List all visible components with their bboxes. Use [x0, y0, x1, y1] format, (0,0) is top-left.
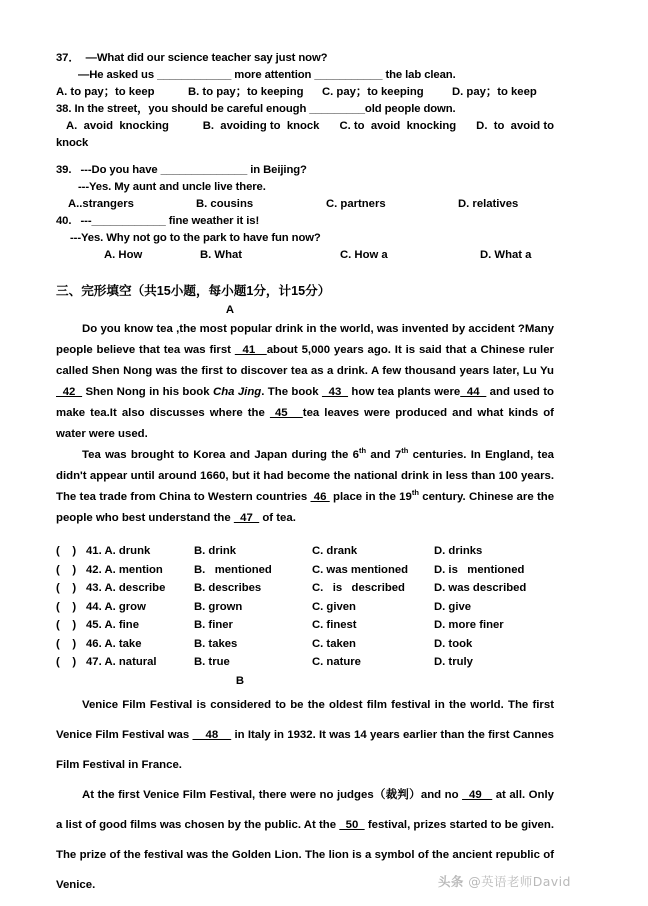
question-38-option-a[interactable]: A. avoid knocking	[66, 120, 169, 132]
cloze-blank-48[interactable]: 48	[192, 728, 232, 741]
cloze-43-option-b[interactable]: B. describes	[194, 582, 262, 594]
passage-b-p1-text1: Venice Film Festival is considered to be the oldest film festival in the world. The first Venice Film Festival was	[56, 698, 554, 741]
cloze-42-option-c[interactable]: C. was mentioned	[312, 563, 409, 576]
cloze-45-number: 45.	[86, 619, 102, 631]
passage-a-label: A	[225, 304, 235, 316]
cloze-blank-46[interactable]: 46	[310, 491, 330, 503]
question-38-options	[56, 118, 554, 135]
cloze-44-option-b[interactable]: B. grown	[194, 600, 243, 613]
cloze-43-option-c[interactable]: C. is described	[312, 582, 405, 594]
cloze-44-option-a[interactable]	[86, 598, 194, 617]
cloze-option-row-42	[56, 561, 554, 580]
passage-b-p1-text2: in Italy in 1932. It was 14 years earlier than the first Cannes Film Festival in France.	[56, 728, 554, 771]
passage-a-paragraph-1	[56, 319, 554, 445]
passage-a-p1-text4: . The book	[261, 386, 322, 398]
cloze-47-a-label: A. natural	[104, 656, 157, 668]
cloze-blank-45[interactable]: 45	[269, 407, 303, 419]
cloze-blank-42[interactable]: 42	[56, 386, 83, 398]
cloze-45-a-label: A. fine	[104, 619, 139, 631]
passage-a-p1-text1: Do you know tea ,the most popular drink in the world, was invented by accident ?Many people believe that tea was first	[56, 323, 554, 356]
cloze-44-option-c[interactable]: C. given	[312, 600, 356, 613]
cloze-44-a-label: A. grow	[104, 600, 146, 613]
passage-a-p2-text5: century. Chinese are the people who best understand the	[56, 491, 555, 524]
question-39	[56, 162, 554, 213]
question-39-option-c[interactable]: C. partners	[326, 198, 386, 210]
question-39-stem-line1: 39. ---Do you have ______________ in Beijing?	[56, 164, 307, 176]
passage-a-p2-text4: place in the 19	[329, 491, 412, 503]
passage-a-p1-text6: and used to make tea.It also discusses where the	[56, 386, 554, 419]
answer-bracket-44[interactable]: ( )	[56, 600, 77, 613]
question-37-option-b[interactable]: B. to pay；to keeping	[188, 86, 304, 98]
cloze-46-option-d[interactable]: D. took	[434, 637, 473, 650]
cloze-46-option-c[interactable]: C. taken	[312, 637, 356, 650]
question-39-stem-line2: ---Yes. My aunt and uncle live there.	[78, 181, 266, 193]
cloze-41-a-label: A. drunk	[104, 545, 151, 557]
passage-b-p2-text2: at all. Only a list of good films was chosen by the public. At the	[56, 788, 554, 831]
section-heading-cloze: 三、完形填空（共15小题，每小题1分，计15分）	[56, 284, 331, 298]
cloze-blank-41[interactable]: 41	[234, 344, 267, 356]
question-37-stem-line1: —What did our science teacher say just now?	[85, 52, 328, 64]
cloze-43-number: 43.	[86, 582, 102, 594]
cloze-41-number: 41.	[86, 545, 102, 557]
cloze-45-option-d[interactable]: D. more finer	[434, 619, 504, 631]
question-40-option-c[interactable]: C. How a	[340, 249, 388, 261]
question-40-options	[56, 247, 554, 264]
passage-b-p2-text3: festival, prizes started to be given. The prize of the festival was the Golden Lion. The lion is a symbol of the ancient republic of Venice.	[56, 818, 554, 891]
cloze-option-row-45	[56, 616, 554, 635]
passage-a-p1-text2: about 5,000 years ago. It is said that a Chinese ruler called Shen Nong was the first to discover tea as a drink. A few thousand years later, Lu Yu	[56, 344, 554, 377]
document-content	[56, 50, 554, 900]
cloze-options-list	[56, 542, 554, 672]
cloze-47-option-d[interactable]: D. truly	[434, 656, 473, 668]
ordinal-suffix-19th: th	[411, 488, 419, 498]
passage-a-p1-text3: Shen Nong in his book	[82, 386, 213, 398]
question-40-option-b[interactable]: B. What	[200, 249, 243, 261]
cloze-41-option-a[interactable]	[86, 542, 194, 561]
cloze-43-option-d[interactable]: D. was described	[434, 582, 527, 594]
question-40-option-d[interactable]: D. What a	[480, 249, 532, 261]
passage-b-p2-text1: At the first Venice Film Festival, there were no judges（裁判）and no	[82, 788, 463, 801]
cloze-47-option-a[interactable]	[86, 653, 194, 672]
passage-a-p1-text7: tea leaves were produced and what kinds of water were used.	[56, 407, 554, 440]
answer-bracket-46[interactable]: ( )	[56, 637, 77, 650]
cloze-43-a-label: A. describe	[104, 582, 166, 594]
question-37-option-c[interactable]: C. pay；to keeping	[322, 86, 424, 98]
cloze-blank-50[interactable]: 50	[339, 818, 365, 831]
answer-bracket-41[interactable]: ( )	[56, 545, 77, 557]
cloze-blank-47[interactable]: 47	[233, 512, 260, 524]
question-38-option-b[interactable]: B. avoiding to knock	[202, 120, 320, 132]
passage-a-p2-text2: and 7	[366, 449, 402, 461]
cloze-blank-44[interactable]: 44	[460, 386, 487, 398]
cloze-option-row-43	[56, 579, 554, 598]
question-37-number: 37．	[56, 52, 80, 64]
cloze-46-option-a[interactable]	[86, 635, 194, 654]
passage-b-paragraph-1	[56, 690, 554, 780]
cloze-45-option-b[interactable]: B. finer	[194, 619, 233, 631]
passage-a-p2-text6: of tea.	[259, 512, 296, 524]
question-39-option-a[interactable]: A..strangers	[68, 198, 134, 210]
cloze-42-option-a[interactable]	[86, 561, 194, 580]
cloze-45-option-a[interactable]	[86, 616, 194, 635]
cloze-option-row-46	[56, 635, 554, 654]
cloze-option-row-41	[56, 542, 554, 561]
cloze-option-row-47	[56, 653, 554, 672]
cloze-41-option-d[interactable]: D. drinks	[434, 545, 483, 557]
question-40-option-a[interactable]: A. How	[104, 249, 143, 261]
question-38-option-d-overflow: knock	[56, 137, 89, 149]
question-37-number-and-stem	[56, 50, 554, 67]
passage-a-p2-text3: centuries. In England, tea didn't appear until around 1660, but it had become the national drink in less than 100 years. The tea trade from China to Western countries	[56, 449, 554, 503]
answer-bracket-45[interactable]: ( )	[56, 619, 77, 631]
question-37-stem-line2: —He asked us ____________ more attention ___________ the lab clean.	[78, 69, 456, 81]
cloze-46-a-label: A. take	[104, 637, 142, 650]
cloze-41-option-b[interactable]: B. drink	[194, 545, 237, 557]
cloze-44-number: 44.	[86, 600, 102, 613]
question-37-options	[56, 84, 554, 101]
question-39-option-b[interactable]: B. cousins	[196, 198, 254, 210]
passage-a-p1-text5: how tea plants were	[348, 386, 461, 398]
answer-bracket-43[interactable]: ( )	[56, 582, 77, 594]
cloze-41-option-c[interactable]: C. drank	[312, 545, 358, 557]
question-38-option-d[interactable]: D. to avoid to	[476, 120, 554, 132]
passage-a-p2-text1: Tea was brought to Korea and Japan during the 6	[82, 449, 359, 461]
question-38	[56, 101, 554, 152]
passage-b-label: B	[235, 674, 245, 687]
cloze-option-row-44	[56, 598, 554, 617]
cloze-42-a-label: A. mention	[104, 563, 163, 576]
watermark-handle: @英语老师David	[468, 874, 571, 889]
ordinal-suffix-6th: th	[358, 446, 367, 456]
question-39-options	[56, 196, 554, 213]
cloze-43-option-a[interactable]	[86, 579, 194, 598]
cloze-46-number: 46.	[86, 637, 102, 650]
cloze-42-option-d[interactable]: D. is mentioned	[434, 563, 525, 576]
ordinal-suffix-7th: th	[401, 446, 409, 456]
answer-bracket-42[interactable]: ( )	[56, 563, 77, 576]
question-37	[56, 50, 554, 101]
question-38-option-c[interactable]: C. to avoid knocking	[339, 120, 457, 132]
cloze-42-number: 42.	[86, 563, 102, 576]
question-40-stem-line2: ---Yes. Why not go to the park to have fun now?	[70, 232, 321, 244]
watermark-logo: 头条	[438, 874, 464, 889]
cloze-46-option-b[interactable]: B. takes	[194, 637, 238, 650]
cloze-44-option-d[interactable]: D. give	[434, 600, 472, 613]
question-40-stem-line1: 40. ---____________ fine weather it is!	[56, 215, 260, 227]
book-title-cha-jing: Cha Jing	[212, 386, 262, 398]
cloze-blank-43[interactable]: 43	[321, 386, 349, 398]
question-39-option-d[interactable]: D. relatives	[458, 198, 519, 210]
watermark	[438, 872, 571, 890]
cloze-blank-49[interactable]: 49	[462, 788, 493, 801]
passage-a-paragraph-2	[56, 445, 554, 529]
question-37-option-a[interactable]: A. to pay；to keep	[56, 86, 155, 98]
cloze-47-number: 47.	[86, 656, 102, 668]
answer-bracket-47[interactable]: ( )	[56, 656, 77, 668]
cloze-47-option-c[interactable]: C. nature	[312, 656, 361, 668]
cloze-45-option-c[interactable]: C. finest	[312, 619, 357, 631]
question-38-stem: 38. In the street，you should be careful enough _________old people down.	[56, 103, 456, 115]
question-40	[56, 213, 554, 264]
cloze-47-option-b[interactable]: B. true	[194, 656, 230, 668]
cloze-42-option-b[interactable]: B. mentioned	[194, 563, 272, 576]
question-37-option-d[interactable]: D. pay；to keep	[452, 86, 537, 98]
